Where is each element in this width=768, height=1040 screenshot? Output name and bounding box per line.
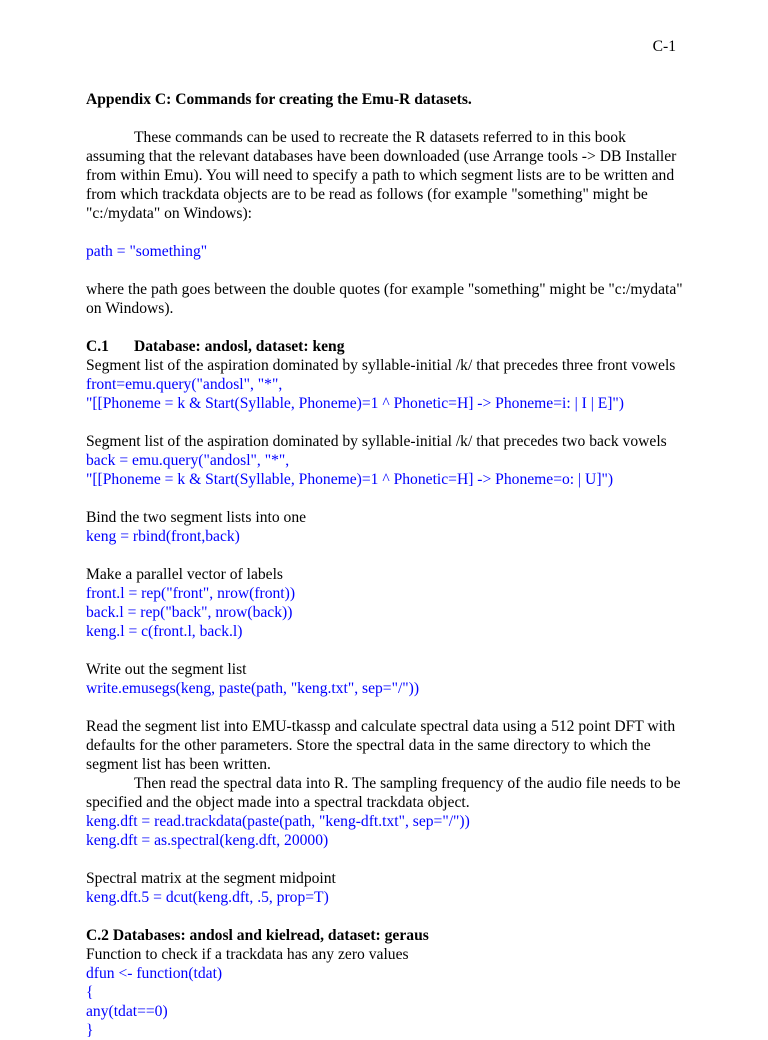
code-line: write.emusegs(keng, paste(path, "keng.txt", sep="/"))	[86, 680, 420, 697]
page-number: C-1	[652, 38, 676, 55]
code-line: any(tdat==0)	[86, 1003, 168, 1020]
code-block	[86, 451, 686, 489]
block-text: Segment list of the aspiration dominated by syllable-initial /k/ that precedes three front vowels	[86, 357, 676, 374]
code-line: keng = rbind(front,back)	[86, 528, 240, 545]
code-line: dfun <- function(tdat)	[86, 965, 223, 982]
path-note: where the path goes between the double quotes (for example "something" might be "c:/mydata" on Windows).	[86, 281, 683, 317]
path-code: path = "something"	[86, 243, 208, 260]
block-text: Spectral matrix at the segment midpoint	[86, 870, 336, 887]
intro-paragraph: These commands can be used to recreate the R datasets referred to in this book assuming that the relevant databases have been downloaded (use Arrange tools -> DB Installer from within Emu). You will need to specify a path to which segment lists are to be written and from which trackdata objects are to be read as follows (for example "something" might be "c:/mydata" on Windows):	[86, 129, 677, 222]
code-line: }	[86, 1022, 94, 1039]
code-line: "[[Phoneme = k & Start(Syllable, Phoneme)=1 ^ Phonetic=H] -> Phoneme=o: | U]")	[86, 471, 614, 488]
appendix-title: Appendix C: Commands for creating the Emu-R datasets.	[86, 91, 472, 108]
code-block	[86, 375, 686, 413]
block-text-indented: Then read the spectral data into R. The sampling frequency of the audio file needs to be specified and the object made into a spectral trackdata object.	[86, 775, 681, 811]
section-heading-text: Databases: andosl and kielread, dataset: geraus	[112, 927, 429, 944]
block-text: Segment list of the aspiration dominated by syllable-initial /k/ that precedes two back vowels	[86, 433, 667, 450]
code-line: keng.dft = as.spectral(keng.dft, 20000)	[86, 832, 329, 849]
section-number: C.1	[86, 338, 109, 355]
code-line: keng.dft = read.trackdata(paste(path, "keng-dft.txt", sep="/"))	[86, 813, 470, 830]
block-text: Write out the segment list	[86, 661, 247, 678]
code-line: keng.dft.5 = dcut(keng.dft, .5, prop=T)	[86, 889, 329, 906]
code-block	[86, 527, 686, 546]
block-text: Function to check if a trackdata has any zero values	[86, 946, 409, 963]
code-block	[86, 888, 686, 907]
code-block	[86, 584, 686, 641]
section-heading-text: Database: andosl, dataset: keng	[134, 338, 345, 355]
code-block	[86, 812, 686, 850]
document-body	[86, 90, 686, 1040]
block-text: Make a parallel vector of labels	[86, 566, 283, 583]
code-line: front=emu.query("andosl", "*",	[86, 376, 283, 393]
block-text: Bind the two segment lists into one	[86, 509, 307, 526]
code-line: "[[Phoneme = k & Start(Syllable, Phoneme)=1 ^ Phonetic=H] -> Phoneme=i: | I | E]")	[86, 395, 624, 412]
section-heading-c1	[86, 337, 686, 356]
section-number: C.2	[86, 927, 109, 944]
code-line: keng.l = c(front.l, back.l)	[86, 623, 243, 640]
code-line: {	[86, 984, 94, 1001]
code-line: back = emu.query("andosl", "*",	[86, 452, 290, 469]
block-text: Read the segment list into EMU-tkassp and calculate spectral data using a 512 point DFT with defaults for the other parameters. Store the spectral data in the same directory to which the segment list has been written.	[86, 718, 676, 773]
code-line: back.l = rep("back", nrow(back))	[86, 604, 293, 621]
section-heading-c2	[86, 926, 686, 945]
code-block	[86, 679, 686, 698]
code-line: front.l = rep("front", nrow(front))	[86, 585, 296, 602]
code-block	[86, 964, 686, 1040]
